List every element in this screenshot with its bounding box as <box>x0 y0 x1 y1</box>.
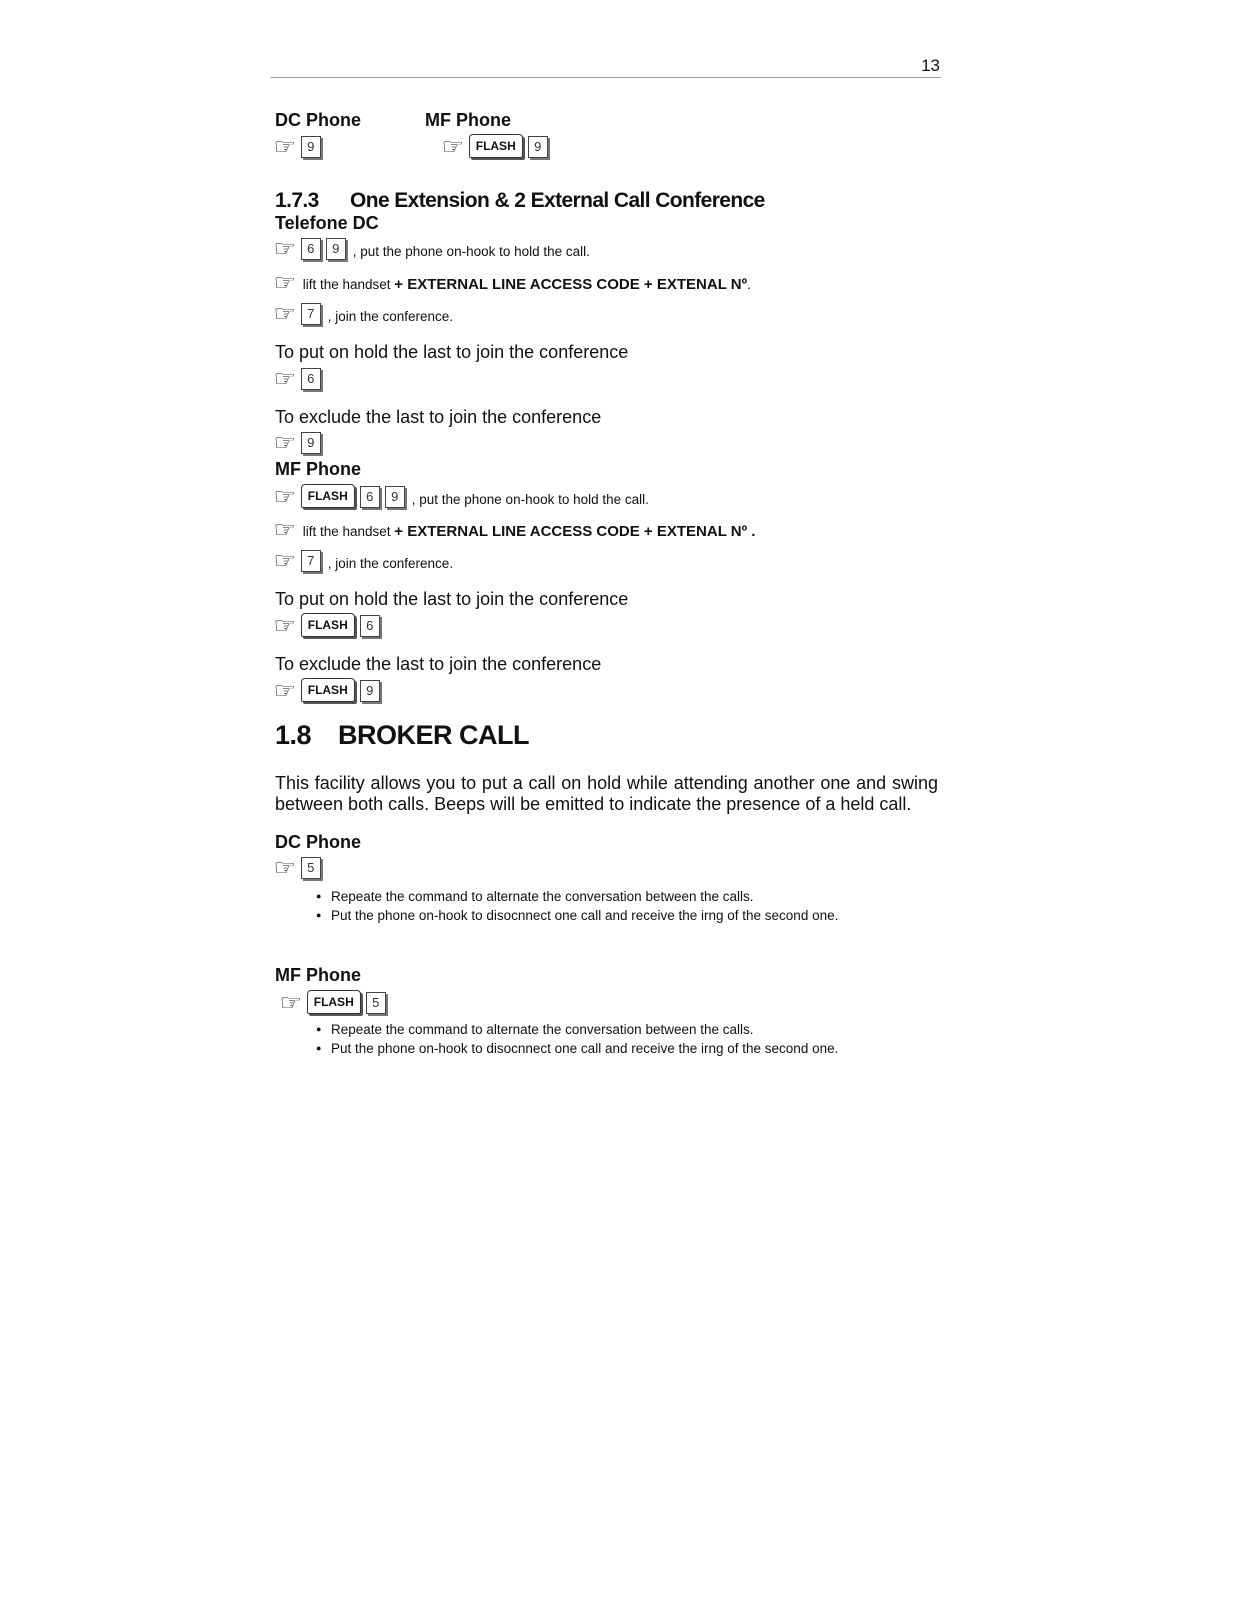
flash-key: FLASH <box>307 990 361 1014</box>
key-5: 5 <box>366 992 386 1014</box>
dc-phone-label: DC Phone <box>275 832 362 852</box>
key-7: 7 <box>301 550 321 572</box>
dc-key-row <box>275 136 326 158</box>
pointing-hand-icon: ☞ <box>273 270 297 295</box>
step-row <box>275 238 590 260</box>
list-item: ● Repeate the command to alternate the conversation between the calls. <box>331 887 838 906</box>
section-number-1-7-3: 1.7.3 <box>275 189 319 212</box>
key-9: 9 <box>385 486 405 508</box>
section-number-1-8: 1.8 <box>275 720 312 750</box>
dc-exclude-text: To exclude the last to join the conference <box>275 407 602 427</box>
mf-exclude-text: To exclude the last to join the conference <box>275 654 602 674</box>
step-text: lift the handset + EXTERNAL LINE ACCESS CODE + EXTENAL Nº . <box>302 523 756 540</box>
mf-key-row <box>443 134 553 158</box>
mf-bullet-list <box>291 1020 838 1058</box>
step-row <box>275 519 755 541</box>
step-row <box>275 272 751 294</box>
key-5: 5 <box>301 857 321 879</box>
key-7: 7 <box>301 303 321 325</box>
mf-hold-text: To put on hold the last to join the conference <box>275 589 629 609</box>
pointing-hand-icon: ☞ <box>441 134 465 159</box>
pointing-hand-icon: ☞ <box>273 366 297 391</box>
dc-phone-label: DC Phone <box>275 110 362 130</box>
key-9: 9 <box>528 136 548 158</box>
step-text: , join the conference. <box>327 556 454 571</box>
pointing-hand-icon: ☞ <box>273 517 297 542</box>
mf-exclude-keys <box>275 678 385 702</box>
step-text: , put the phone on-hook to hold the call. <box>411 492 649 507</box>
dc-hold-text: To put on hold the last to join the conference <box>275 342 629 362</box>
dc-bullet-list <box>291 887 838 925</box>
step-text: , join the conference. <box>327 309 454 324</box>
pointing-hand-icon: ☞ <box>279 990 303 1015</box>
pointing-hand-icon: ☞ <box>273 678 297 703</box>
step-row <box>275 550 453 572</box>
flash-key: FLASH <box>301 613 355 637</box>
key-9: 9 <box>360 680 380 702</box>
flash-key: FLASH <box>301 484 355 508</box>
key-6: 6 <box>301 238 321 260</box>
step-row <box>275 484 649 508</box>
mf-phone-label: MF Phone <box>275 459 361 479</box>
pointing-hand-icon: ☞ <box>273 855 297 880</box>
pointing-hand-icon: ☞ <box>273 430 297 455</box>
pointing-hand-icon: ☞ <box>273 301 297 326</box>
key-6: 6 <box>360 486 380 508</box>
step-text: , put the phone on-hook to hold the call. <box>352 244 590 259</box>
telefone-dc-label: Telefone DC <box>275 213 379 233</box>
dc-key-row <box>275 857 326 879</box>
flash-key: FLASH <box>469 134 523 158</box>
step-row <box>275 303 453 325</box>
key-9: 9 <box>301 432 321 454</box>
broker-call-description: This facility allows you to put a call on hold while attending another one and swing between both calls. Beeps will be emitted to indicate the presence of a held call. <box>275 773 938 814</box>
pointing-hand-icon: ☞ <box>273 613 297 638</box>
pointing-hand-icon: ☞ <box>273 236 297 261</box>
list-item: ● Put the phone on-hook to disocnnect one call and receive the irng of the second one. <box>331 1039 838 1058</box>
header-rule <box>271 77 941 78</box>
key-9: 9 <box>301 136 321 158</box>
flash-key: FLASH <box>301 678 355 702</box>
page-number: 13 <box>921 56 940 75</box>
list-item: ● Repeate the command to alternate the conversation between the calls. <box>331 1020 838 1039</box>
section-title-1-7-3: One Extension & 2 External Call Conference <box>350 189 765 212</box>
mf-key-row <box>281 990 391 1014</box>
key-6: 6 <box>301 368 321 390</box>
section-title-broker-call: BROKER CALL <box>338 720 529 750</box>
key-6: 6 <box>360 615 380 637</box>
dc-exclude-keys <box>275 432 326 454</box>
pointing-hand-icon: ☞ <box>273 484 297 509</box>
mf-phone-label: MF Phone <box>425 110 511 130</box>
pointing-hand-icon: ☞ <box>273 548 297 573</box>
dc-hold-keys <box>275 368 326 390</box>
mf-phone-label: MF Phone <box>275 965 361 985</box>
mf-hold-keys <box>275 613 385 637</box>
step-text: lift the handset + EXTERNAL LINE ACCESS CODE + EXTENAL Nº. <box>302 276 751 293</box>
pointing-hand-icon: ☞ <box>273 134 297 159</box>
key-9: 9 <box>326 238 346 260</box>
list-item: ● Put the phone on-hook to disocnnect one call and receive the irng of the second one. <box>331 906 838 925</box>
